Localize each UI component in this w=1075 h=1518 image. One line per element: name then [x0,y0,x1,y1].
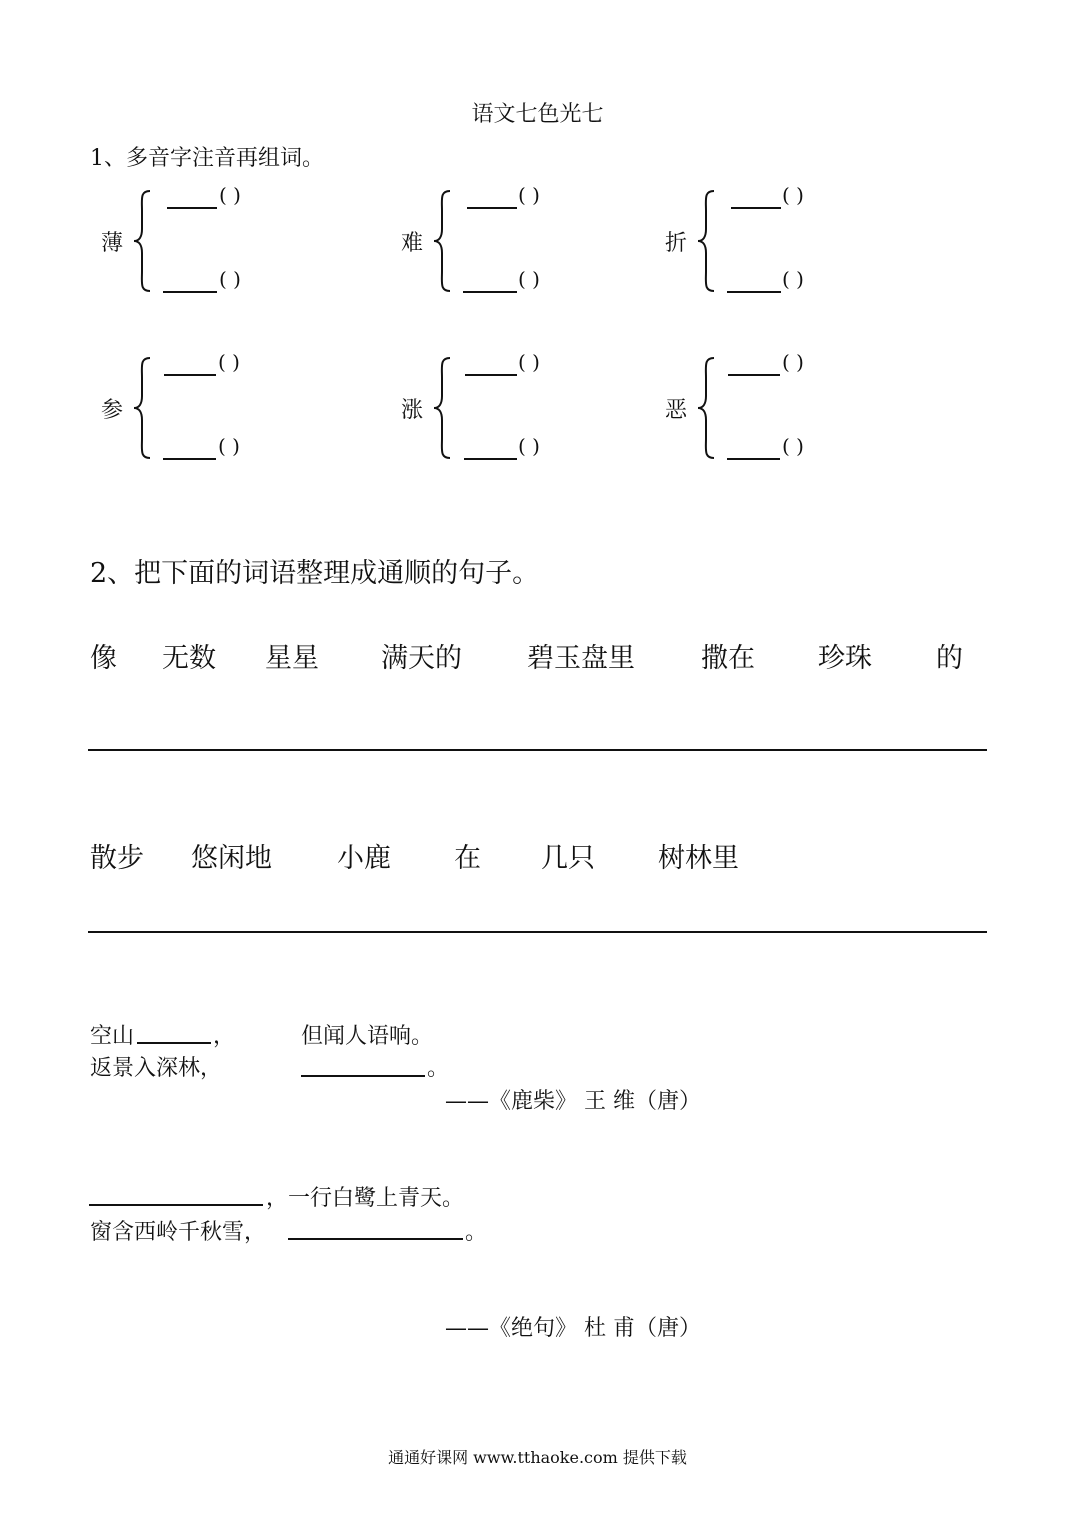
poem-text: 窗含西岭千秋雪， [90,1220,267,1245]
pinyin-paren[interactable]: ( ) [518,350,540,374]
word-item: 小鹿 [337,843,391,874]
polyphone-char: 折 [665,231,688,256]
poem-text: 。 [427,1056,450,1081]
polyphone-char: 难 [401,231,424,256]
pinyin-paren[interactable]: ( ) [782,350,804,374]
answer-blank[interactable] [467,207,517,209]
footer-credit: 通通好课网 www.tthaoke.com 提供下载 [388,1448,687,1467]
poem-source: ——《鹿柴》 王 维（唐） [445,1089,701,1114]
question-1-heading: 1、多音字注音再组词。 [90,146,324,171]
poem-text: ，一行白鹭上青天。 [266,1186,465,1211]
answer-blank[interactable] [163,291,217,293]
curly-brace-icon [132,189,152,293]
polyphone-char: 恶 [665,398,688,423]
poem-source: ——《绝句》 杜 甫（唐） [445,1316,701,1341]
polyphone-char: 参 [101,398,124,423]
word-item: 满天的 [381,643,462,674]
answer-blank[interactable] [167,207,217,209]
pinyin-paren[interactable]: ( ) [518,183,540,207]
word-item: 散步 [90,843,144,874]
curly-brace-icon [132,356,152,460]
poem-blank[interactable] [288,1238,463,1240]
poem-blank[interactable] [137,1042,211,1044]
answer-line[interactable] [88,749,987,751]
word-item: 碧玉盘里 [527,643,635,674]
word-item: 星星 [265,643,319,674]
word-item: 在 [454,843,481,874]
answer-blank[interactable] [728,374,780,376]
poem-text: 但闻人语响。 [301,1024,434,1049]
polyphone-char: 薄 [101,231,124,256]
answer-blank[interactable] [465,374,517,376]
pinyin-paren[interactable]: ( ) [218,434,240,458]
answer-blank[interactable] [164,374,216,376]
word-item: 撒在 [701,643,755,674]
answer-line[interactable] [88,931,987,933]
pinyin-paren[interactable]: ( ) [782,434,804,458]
answer-blank[interactable] [163,458,216,460]
pinyin-paren[interactable]: ( ) [518,267,540,291]
word-item: 的 [936,643,963,674]
answer-blank[interactable] [731,207,781,209]
curly-brace-icon [432,189,452,293]
word-item: 像 [90,643,117,674]
answer-blank[interactable] [727,458,780,460]
curly-brace-icon [432,356,452,460]
pinyin-paren[interactable]: ( ) [518,434,540,458]
pinyin-paren[interactable]: ( ) [219,183,241,207]
word-item: 无数 [162,643,216,674]
word-item: 树林里 [658,843,739,874]
word-item: 珍珠 [818,643,872,674]
answer-blank[interactable] [464,458,517,460]
answer-blank[interactable] [727,291,781,293]
question-2-heading: 2、把下面的词语整理成通顺的句子。 [90,558,540,589]
word-item: 悠闲地 [191,843,272,874]
poem-text: ， [213,1024,236,1049]
word-item: 几只 [541,843,595,874]
pinyin-paren[interactable]: ( ) [219,267,241,291]
answer-blank[interactable] [463,291,517,293]
poem-blank[interactable] [89,1204,263,1206]
curly-brace-icon [696,356,716,460]
poem-blank[interactable] [301,1075,425,1077]
pinyin-paren[interactable]: ( ) [782,267,804,291]
pinyin-paren[interactable]: ( ) [782,183,804,207]
poem-text: 。 [465,1220,488,1245]
polyphone-char: 涨 [401,398,424,423]
poem-text: 返景入深林， [90,1056,223,1081]
curly-brace-icon [696,189,716,293]
poem-text: 空山 [90,1024,135,1049]
pinyin-paren[interactable]: ( ) [218,350,240,374]
page-title: 语文七色光七 [471,102,604,127]
